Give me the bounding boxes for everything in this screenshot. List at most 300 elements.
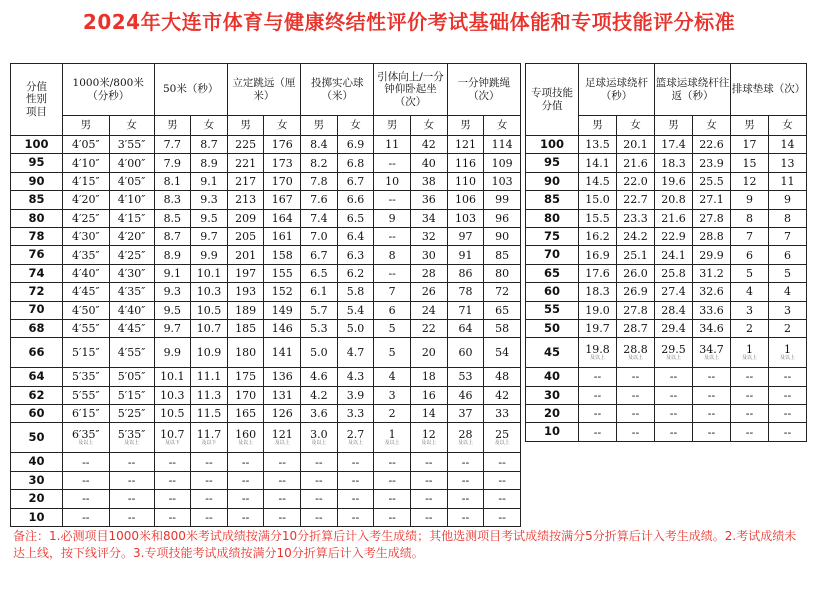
cell-value: -- bbox=[631, 407, 640, 421]
table-cell bbox=[62, 423, 109, 453]
cell-value: 6.1 bbox=[310, 285, 328, 299]
cell-value: 33.6 bbox=[699, 303, 724, 317]
table-cell bbox=[769, 301, 807, 319]
cell-value: 8.5 bbox=[163, 211, 182, 225]
table-cell bbox=[109, 301, 154, 319]
table-cell bbox=[154, 453, 191, 471]
table-cell bbox=[447, 154, 484, 172]
cell-value: -- bbox=[745, 388, 754, 402]
table-cell bbox=[447, 338, 484, 368]
cell-value: 131 bbox=[271, 388, 293, 402]
cell-value: 8.4 bbox=[310, 138, 328, 152]
cell-value: 60 bbox=[458, 346, 473, 360]
table-cell bbox=[655, 154, 693, 172]
cell-value: 5.3 bbox=[310, 322, 328, 336]
cell-value: 3 bbox=[746, 303, 753, 317]
table-cell bbox=[227, 264, 264, 282]
table-cell bbox=[337, 508, 374, 526]
cell-value: 40 bbox=[421, 156, 436, 170]
cell-value: 3.6 bbox=[310, 407, 328, 421]
cell-value: 11.7 bbox=[196, 428, 222, 442]
table-row bbox=[11, 172, 521, 190]
table-row bbox=[526, 405, 807, 423]
cell-value: -- bbox=[388, 492, 396, 506]
table-cell bbox=[484, 136, 521, 154]
table-cell bbox=[191, 508, 228, 526]
table-row bbox=[11, 490, 521, 508]
table-cell bbox=[109, 283, 154, 301]
threshold-note: 及以上 bbox=[703, 355, 719, 362]
table-cell bbox=[301, 136, 338, 154]
score-value: 74 bbox=[28, 265, 45, 280]
cell-value: -- bbox=[593, 388, 602, 402]
table-cell bbox=[191, 423, 228, 453]
cell-value: 34 bbox=[421, 211, 436, 225]
cell-value: 19.7 bbox=[585, 322, 610, 336]
cell-value: 28.7 bbox=[623, 322, 648, 336]
table-cell bbox=[447, 508, 484, 526]
table-cell bbox=[227, 301, 264, 319]
table-row bbox=[526, 209, 807, 227]
cell-value: 27.8 bbox=[699, 211, 724, 225]
cell-value: 13 bbox=[780, 156, 795, 170]
cell-value: -- bbox=[425, 455, 433, 469]
table-cell bbox=[227, 246, 264, 264]
table-cell bbox=[374, 490, 411, 508]
cell-value: -- bbox=[315, 474, 323, 488]
cell-value: 2 bbox=[388, 407, 396, 421]
table-cell bbox=[617, 227, 655, 245]
table-cell bbox=[154, 386, 191, 404]
score-cell bbox=[11, 319, 63, 337]
cell-value: -- bbox=[593, 425, 602, 439]
table-cell bbox=[62, 508, 109, 526]
table-cell bbox=[731, 423, 769, 441]
cell-value: 10.3 bbox=[196, 285, 222, 299]
cell-value: 28.4 bbox=[661, 303, 686, 317]
cell-value: 8.9 bbox=[200, 156, 218, 170]
table-cell bbox=[484, 490, 521, 508]
gender-header-female: 女 bbox=[337, 116, 374, 136]
table-cell bbox=[693, 227, 731, 245]
table-row bbox=[526, 423, 807, 441]
table-cell bbox=[731, 172, 769, 190]
cell-value: 5′15″ bbox=[72, 346, 100, 360]
table-cell bbox=[62, 172, 109, 190]
cell-value: 22 bbox=[421, 322, 436, 336]
table-row bbox=[11, 246, 521, 264]
cell-value: 22.7 bbox=[623, 193, 648, 207]
cell-value: 6.7 bbox=[310, 248, 328, 262]
table-cell bbox=[337, 368, 374, 386]
cell-value: 21.6 bbox=[623, 156, 648, 170]
cell-value: 4′25″ bbox=[72, 211, 100, 225]
cell-value: -- bbox=[241, 510, 250, 524]
cell-value: 6.5 bbox=[346, 211, 365, 225]
table-cell bbox=[109, 209, 154, 227]
table-cell bbox=[154, 246, 191, 264]
table-cell bbox=[264, 386, 301, 404]
cell-value: 25.1 bbox=[623, 248, 648, 262]
table-cell bbox=[191, 246, 228, 264]
table-cell bbox=[484, 209, 521, 227]
table-cell bbox=[227, 209, 264, 227]
table-cell bbox=[579, 368, 617, 386]
table-cell bbox=[62, 209, 109, 227]
table-cell bbox=[62, 490, 109, 508]
cell-value: 7.6 bbox=[310, 193, 328, 207]
table-cell bbox=[337, 227, 374, 245]
table-cell bbox=[374, 264, 411, 282]
cell-value: 6′35″ bbox=[72, 428, 100, 442]
cell-value: -- bbox=[669, 425, 678, 439]
cell-value: -- bbox=[388, 510, 396, 524]
table-cell bbox=[374, 246, 411, 264]
table-cell bbox=[769, 154, 807, 172]
table-cell bbox=[731, 283, 769, 301]
table-cell bbox=[62, 264, 109, 282]
cell-value: 99 bbox=[495, 193, 510, 207]
cell-value: 9.5 bbox=[163, 303, 182, 317]
table-cell bbox=[227, 172, 264, 190]
table-cell bbox=[337, 136, 374, 154]
table-cell bbox=[191, 319, 228, 337]
cell-value: 8 bbox=[746, 211, 753, 225]
table-cell bbox=[154, 191, 191, 209]
score-value: 85 bbox=[543, 192, 560, 207]
table-cell bbox=[447, 283, 484, 301]
table-cell bbox=[154, 338, 191, 368]
table-cell bbox=[154, 405, 191, 423]
table-cell bbox=[109, 319, 154, 337]
table-cell bbox=[769, 405, 807, 423]
cell-value: 4′05″ bbox=[72, 138, 100, 152]
table-cell bbox=[227, 191, 264, 209]
cell-value: 3 bbox=[388, 388, 396, 402]
cell-value: 78 bbox=[458, 285, 473, 299]
table-row bbox=[526, 368, 807, 386]
score-value: 65 bbox=[543, 265, 560, 280]
table-cell bbox=[374, 453, 411, 471]
cell-value: 221 bbox=[235, 156, 257, 170]
cell-value: 11.5 bbox=[196, 407, 222, 421]
cell-value: 96 bbox=[495, 211, 510, 225]
gender-header-male: 男 bbox=[62, 116, 109, 136]
threshold-note: 及以上 bbox=[741, 355, 757, 362]
table-cell bbox=[447, 453, 484, 471]
threshold-note: 及以下 bbox=[201, 440, 217, 447]
table-row bbox=[11, 508, 521, 526]
table-cell bbox=[191, 338, 228, 368]
cell-value: 86 bbox=[458, 266, 473, 280]
cell-value: -- bbox=[127, 510, 136, 524]
cell-value: 6.9 bbox=[346, 138, 365, 152]
table-cell bbox=[447, 319, 484, 337]
table-row bbox=[526, 301, 807, 319]
table-cell bbox=[410, 405, 447, 423]
cell-value: -- bbox=[593, 407, 602, 421]
cell-value: 213 bbox=[235, 193, 257, 207]
table-cell bbox=[617, 423, 655, 441]
table-cell bbox=[693, 386, 731, 404]
table-row bbox=[526, 227, 807, 245]
table-cell bbox=[264, 453, 301, 471]
table-cell bbox=[410, 490, 447, 508]
cell-value: 23.9 bbox=[699, 156, 724, 170]
cell-value: -- bbox=[168, 474, 177, 488]
cell-value: -- bbox=[205, 474, 213, 488]
table-cell bbox=[484, 368, 521, 386]
table-cell bbox=[410, 209, 447, 227]
table-cell bbox=[693, 368, 731, 386]
cell-value: 54 bbox=[495, 346, 510, 360]
table-cell bbox=[655, 283, 693, 301]
cell-value: 3.3 bbox=[346, 407, 365, 421]
table-cell bbox=[227, 136, 264, 154]
cell-value: 5 bbox=[746, 266, 753, 280]
table-cell bbox=[655, 246, 693, 264]
score-value: 95 bbox=[28, 155, 45, 170]
table-cell bbox=[617, 136, 655, 154]
cell-value: 97 bbox=[458, 230, 473, 244]
table-cell bbox=[227, 508, 264, 526]
cell-value: 114 bbox=[491, 138, 513, 152]
cell-value: 4′05″ bbox=[117, 174, 146, 188]
table-cell bbox=[191, 154, 228, 172]
cell-value: 9.7 bbox=[163, 322, 182, 336]
cell-value: 27.4 bbox=[661, 285, 686, 299]
table-cell bbox=[337, 338, 374, 368]
table-cell bbox=[579, 154, 617, 172]
cell-value: 6 bbox=[388, 303, 396, 317]
cell-value: 37 bbox=[458, 407, 473, 421]
table-cell bbox=[447, 423, 484, 453]
table-cell bbox=[484, 264, 521, 282]
cell-value: 9.3 bbox=[163, 285, 182, 299]
cell-value: -- bbox=[315, 510, 323, 524]
cell-value: -- bbox=[631, 370, 640, 384]
table-cell bbox=[484, 453, 521, 471]
corner-score: 分值 bbox=[25, 81, 47, 94]
gender-header-female: 女 bbox=[769, 116, 807, 136]
table-cell bbox=[301, 172, 338, 190]
table-cell bbox=[447, 191, 484, 209]
gender-header-female: 女 bbox=[617, 116, 655, 136]
cell-value: 12 bbox=[421, 428, 436, 442]
cell-value: 24 bbox=[421, 303, 436, 317]
table-cell bbox=[617, 283, 655, 301]
table-cell bbox=[301, 508, 338, 526]
table-cell bbox=[374, 136, 411, 154]
table-cell bbox=[109, 386, 154, 404]
table-cell bbox=[62, 453, 109, 471]
gender-header-female: 女 bbox=[693, 116, 731, 136]
table-cell bbox=[301, 191, 338, 209]
table-row bbox=[11, 154, 521, 172]
cell-value: 27.8 bbox=[623, 303, 648, 317]
score-cell bbox=[526, 405, 579, 423]
threshold-note: 及以上 bbox=[421, 440, 437, 447]
score-cell bbox=[11, 209, 63, 227]
cell-value: 7.7 bbox=[163, 138, 182, 152]
table-cell bbox=[655, 209, 693, 227]
table-cell bbox=[227, 405, 264, 423]
cell-value: 10.1 bbox=[196, 266, 222, 280]
cell-value: 7.8 bbox=[310, 174, 328, 188]
cell-value: 4′35″ bbox=[117, 285, 146, 299]
cell-value: 10.3 bbox=[160, 388, 185, 402]
table-cell bbox=[484, 246, 521, 264]
cell-value: 8.2 bbox=[310, 156, 328, 170]
table-row bbox=[11, 191, 521, 209]
cell-value: -- bbox=[498, 492, 506, 506]
cell-value: 4 bbox=[784, 285, 791, 299]
score-value: 70 bbox=[28, 302, 45, 317]
gender-header-female: 女 bbox=[264, 116, 301, 136]
cell-value: 4′30″ bbox=[72, 230, 100, 244]
threshold-note: 及以下 bbox=[164, 440, 180, 447]
table-cell bbox=[154, 490, 191, 508]
cell-value: 173 bbox=[271, 156, 293, 170]
table-cell bbox=[191, 386, 228, 404]
cell-value: 4′10″ bbox=[117, 193, 146, 207]
cell-value: 7 bbox=[746, 230, 753, 244]
threshold-note: 及以上 bbox=[457, 440, 473, 447]
cell-value: -- bbox=[388, 455, 396, 469]
cell-value: 11.3 bbox=[196, 388, 222, 402]
table-cell bbox=[693, 423, 731, 441]
score-cell bbox=[526, 172, 579, 190]
cell-value: 4′00″ bbox=[117, 156, 146, 170]
cell-value: 5′35″ bbox=[117, 428, 146, 442]
table-cell bbox=[769, 191, 807, 209]
table-cell bbox=[264, 283, 301, 301]
score-value: 70 bbox=[543, 247, 560, 262]
table-cell bbox=[374, 227, 411, 245]
table-cell bbox=[655, 319, 693, 337]
table-cell bbox=[191, 209, 228, 227]
table-cell bbox=[655, 264, 693, 282]
table-cell bbox=[447, 368, 484, 386]
cell-value: 209 bbox=[235, 211, 257, 225]
table-cell bbox=[154, 227, 191, 245]
table-cell bbox=[154, 368, 191, 386]
table-cell bbox=[264, 191, 301, 209]
cell-value: 141 bbox=[271, 346, 293, 360]
table-cell bbox=[447, 471, 484, 489]
cell-value: -- bbox=[783, 425, 792, 439]
table-cell bbox=[617, 386, 655, 404]
table-cell bbox=[191, 471, 228, 489]
cell-value: -- bbox=[388, 474, 396, 488]
cell-value: 13.5 bbox=[585, 138, 610, 152]
table-cell bbox=[410, 283, 447, 301]
table-cell bbox=[62, 154, 109, 172]
cell-value: 121 bbox=[454, 138, 476, 152]
table-cell bbox=[579, 136, 617, 154]
score-cell bbox=[526, 136, 579, 154]
score-value: 60 bbox=[28, 406, 45, 421]
cell-value: -- bbox=[425, 510, 433, 524]
table-cell bbox=[62, 136, 109, 154]
cell-value: 7.0 bbox=[310, 230, 328, 244]
score-value: 10 bbox=[28, 509, 45, 524]
cell-value: 6.7 bbox=[346, 174, 365, 188]
table-cell bbox=[227, 227, 264, 245]
cell-value: 28.8 bbox=[623, 343, 648, 357]
skill-corner-header: 专项技能分值 bbox=[526, 64, 579, 136]
cell-value: 5.8 bbox=[346, 285, 365, 299]
cell-value: -- bbox=[707, 407, 716, 421]
table-cell bbox=[693, 338, 731, 368]
score-value: 30 bbox=[28, 472, 45, 487]
cell-value: 14 bbox=[421, 407, 436, 421]
table-cell bbox=[731, 368, 769, 386]
cell-value: 4′45″ bbox=[72, 285, 100, 299]
cell-value: 8.7 bbox=[200, 138, 218, 152]
cell-value: 8.9 bbox=[163, 248, 182, 262]
cell-value: 10.7 bbox=[160, 428, 185, 442]
table-cell bbox=[301, 154, 338, 172]
cell-value: 10.9 bbox=[196, 346, 222, 360]
score-value: 10 bbox=[543, 424, 560, 439]
event-header: 1000米/800米（分秒） bbox=[62, 64, 154, 116]
cell-value: -- bbox=[205, 455, 213, 469]
cell-value: 20 bbox=[421, 346, 436, 360]
threshold-note: 及以上 bbox=[494, 440, 510, 447]
cell-value: 103 bbox=[454, 211, 476, 225]
table-cell bbox=[227, 154, 264, 172]
table-cell bbox=[374, 154, 411, 172]
cell-value: -- bbox=[425, 492, 433, 506]
table-cell bbox=[301, 264, 338, 282]
cell-value: 22.0 bbox=[623, 174, 648, 188]
cell-value: -- bbox=[461, 455, 470, 469]
table-cell bbox=[191, 136, 228, 154]
score-cell bbox=[11, 301, 63, 319]
table-cell bbox=[484, 227, 521, 245]
cell-value: -- bbox=[669, 407, 678, 421]
table-cell bbox=[109, 191, 154, 209]
table-cell bbox=[337, 319, 374, 337]
score-value: 40 bbox=[28, 454, 45, 469]
table-cell bbox=[410, 368, 447, 386]
score-cell bbox=[11, 191, 63, 209]
table-cell bbox=[617, 264, 655, 282]
cell-value: 16 bbox=[421, 388, 436, 402]
table-cell bbox=[447, 490, 484, 508]
cell-value: 15.5 bbox=[585, 211, 610, 225]
table-cell bbox=[731, 338, 769, 368]
table-cell bbox=[191, 453, 228, 471]
table-cell bbox=[484, 283, 521, 301]
cell-value: 7 bbox=[388, 285, 396, 299]
cell-value: 4′45″ bbox=[117, 322, 146, 336]
cell-value: 16.9 bbox=[585, 248, 610, 262]
table-cell bbox=[769, 319, 807, 337]
table-cell bbox=[264, 246, 301, 264]
cell-value: 8.1 bbox=[163, 174, 182, 188]
score-value: 20 bbox=[543, 406, 560, 421]
table-cell bbox=[617, 246, 655, 264]
cell-value: -- bbox=[205, 492, 213, 506]
table-cell bbox=[655, 405, 693, 423]
score-value: 20 bbox=[28, 491, 45, 506]
cell-value: -- bbox=[707, 370, 716, 384]
table-cell bbox=[154, 209, 191, 227]
cell-value: 2 bbox=[746, 322, 753, 336]
cell-value: -- bbox=[315, 492, 323, 506]
